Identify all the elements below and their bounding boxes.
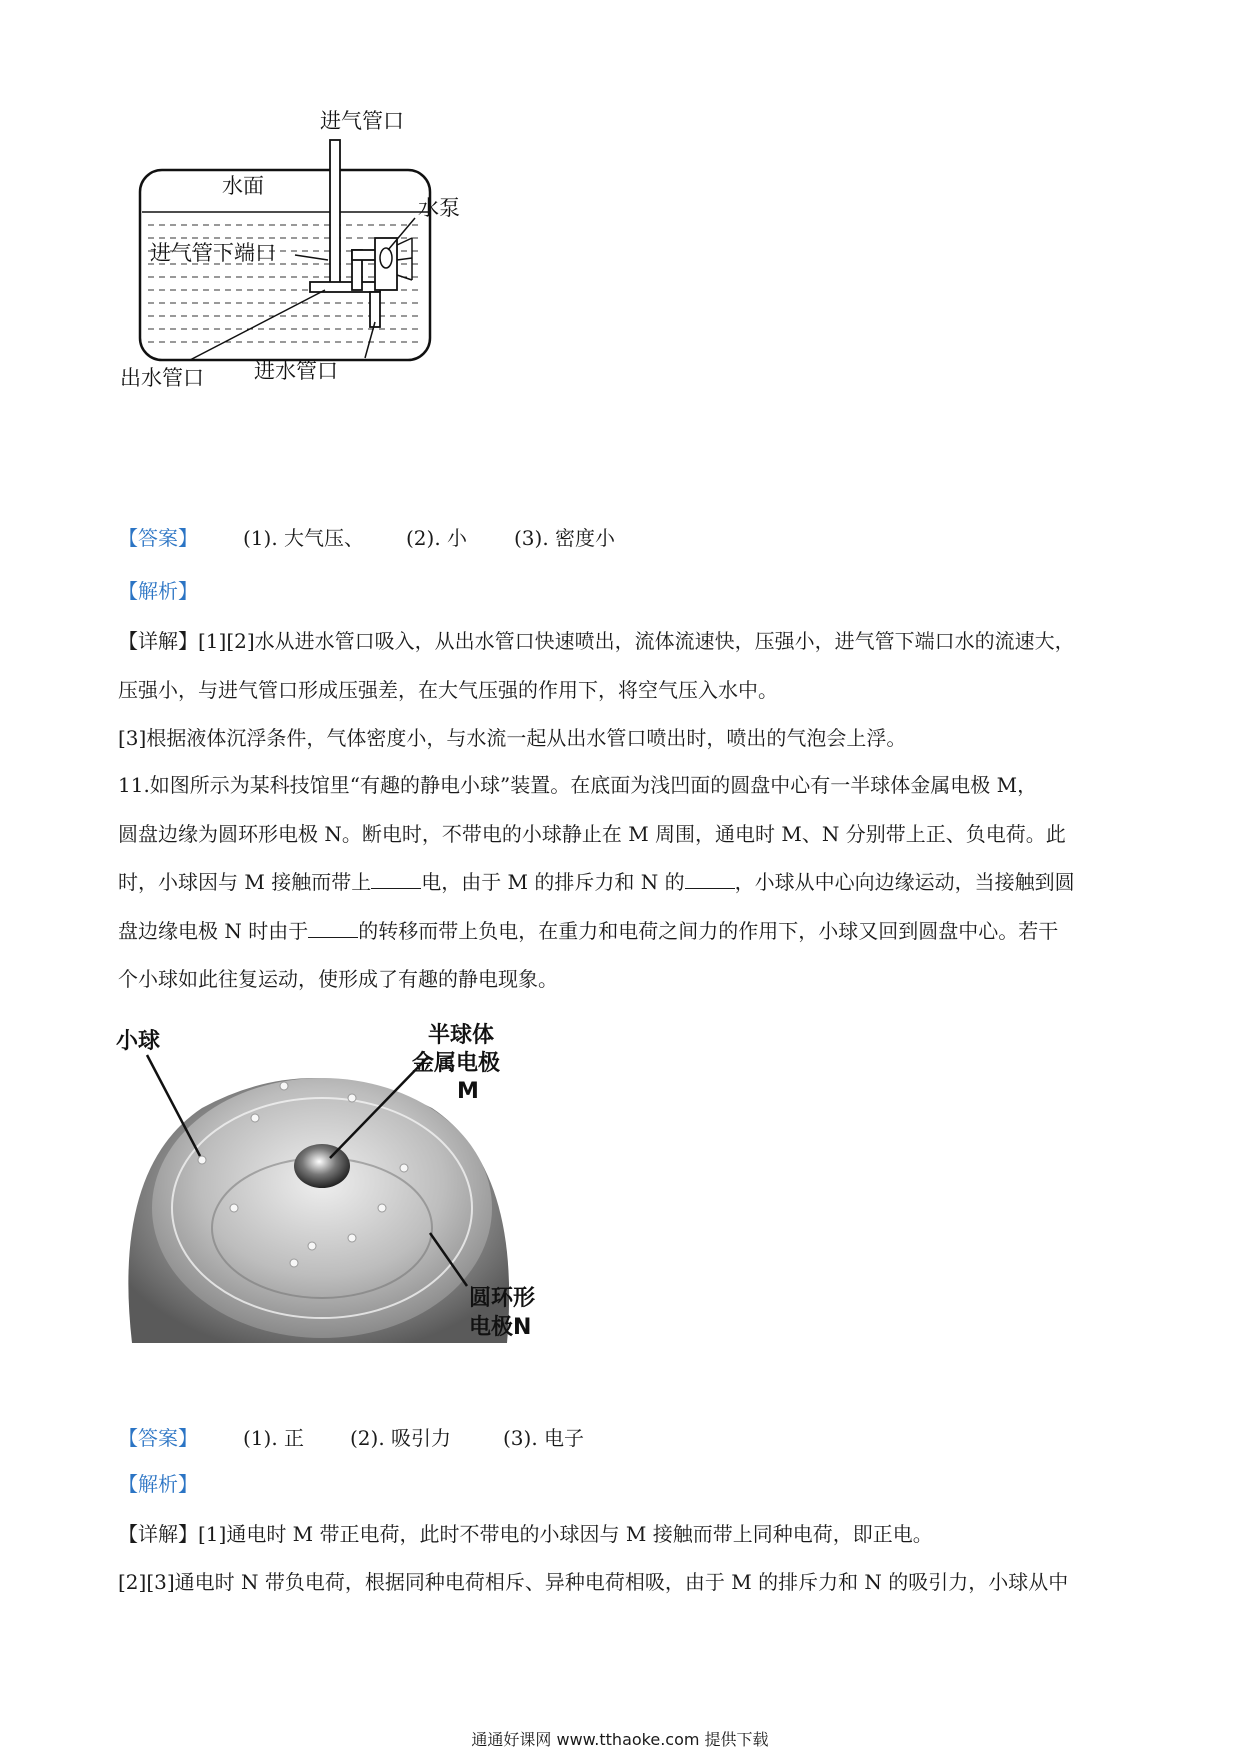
electrode-n-label: 电极N — [469, 1315, 532, 1340]
water-outlet-label: 出水管口 — [120, 366, 204, 390]
answer-item: (2). 小 — [406, 526, 468, 550]
electrode-m-label: M — [457, 1079, 479, 1104]
analysis-label: 【解析】 — [118, 1472, 198, 1496]
answer-label: 【答案】 — [118, 526, 198, 550]
answer-item: (2). 吸引力 — [350, 1426, 452, 1450]
detail-label: 【详解】 — [118, 629, 198, 653]
detail-line: 【详解】[1]通电时 M 带正电荷，此时不带电的小球因与 M 接触而带上同种电荷，即正电。 — [118, 1522, 933, 1546]
electrode-m-label: 金属电极 — [412, 1051, 501, 1076]
ball-label: 小球 — [116, 1029, 161, 1054]
electrostatic-ball-photo — [112, 1018, 572, 1348]
detail-line: [3]根据液体沉浮条件，气体密度小，与水流一起从出水管口喷出时，喷出的气泡会上浮。 — [118, 726, 907, 750]
pump-body — [375, 238, 397, 290]
water-pump-diagram — [120, 109, 490, 430]
electrode-n-label: 圆环形 — [469, 1286, 536, 1311]
water-surface-label: 水面 — [222, 174, 264, 198]
outlet-leader — [190, 290, 325, 360]
question-line: 圆盘边缘为圆环形电极 N。断电时，不带电的小球静止在 M 周围，通电时 M、N 分别带上正、负电荷。此 — [118, 822, 1066, 846]
answer-label: 【答案】 — [118, 1426, 198, 1450]
water-inlet-label: 进水管口 — [254, 359, 338, 383]
detail-label: 【详解】 — [118, 1522, 198, 1546]
question-line: 时，小球因与 M 接触而带上 电，由于 M 的排斥力和 N 的 ，小球从中心向边缘运动，当接触到圆 — [118, 870, 1075, 894]
answer-blank — [371, 870, 421, 889]
pump-leader — [388, 218, 415, 250]
answer-item: (1). 正 — [243, 1426, 305, 1450]
answer-blank — [308, 919, 358, 938]
inlet-pipe — [370, 292, 380, 327]
question-line: 11.如图所示为某科技馆里“有趣的静电小球”装置。在底面为浅凹面的圆盘中心有一半球体金属电极 M， — [118, 773, 1038, 797]
air-inlet-label: 进气管口 — [320, 109, 404, 133]
air-pipe — [330, 140, 340, 290]
answer-item: (3). 密度小 — [514, 526, 616, 550]
analysis-label: 【解析】 — [118, 579, 198, 603]
question-line: 盘边缘电极 N 时由于 的转移而带上负电，在重力和电荷之间力的作用下，小球又回到圆盘中心。若干 — [118, 919, 1059, 943]
answer-item: (1). 大气压、 — [243, 526, 365, 550]
outlet-pipe — [310, 282, 380, 292]
question-line: 个小球如此往复运动，使形成了有趣的静电现象。 — [118, 967, 558, 991]
electrode-m-label: 半球体 — [428, 1023, 495, 1048]
detail-line: 压强小，与进气管口形成压强差，在大气压强的作用下，将空气压入水中。 — [118, 678, 778, 702]
detail-line: [2][3]通电时 N 带负电荷，根据同种电荷相斥、异种电荷相吸，由于 M 的排斥力和 N 的吸引力，小球从中 — [118, 1570, 1069, 1594]
detail-line: 【详解】[1][2]水从进水管口吸入，从出水管口快速喷出，流体流速快，压强小，进气管下端口水的流速大， — [118, 629, 1075, 653]
air-lower-end-label: 进气管下端口 — [150, 241, 276, 265]
footer-text: 通通好课网 www.tthaoke.com 提供下载 — [471, 1730, 769, 1749]
air-end-leader — [295, 255, 328, 260]
water-pump-label: 水泵 — [418, 196, 460, 220]
answer-item: (3). 电子 — [503, 1426, 585, 1450]
electrode-m — [294, 1144, 350, 1188]
answer-blank — [685, 870, 735, 889]
